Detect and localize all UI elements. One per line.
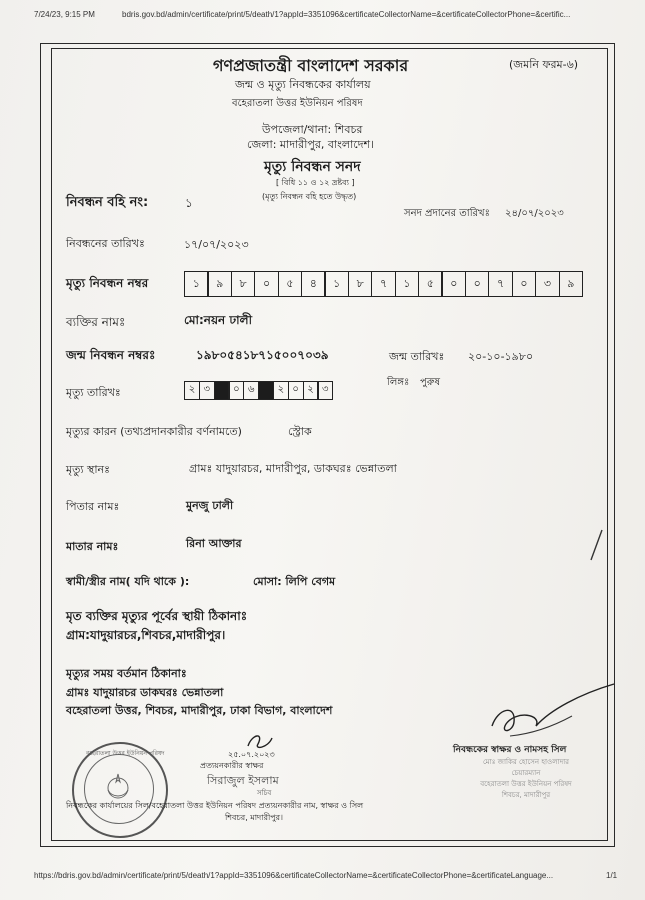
gender-label: লিঙ্গঃ — [387, 377, 410, 388]
death-date-digit: ৬ — [243, 381, 259, 400]
reg-no-digit: ৫ — [418, 271, 443, 297]
curr-address-label: মৃত্যুর সময় বর্তমান ঠিকানাঃ — [66, 667, 187, 680]
form-code: (জমনি ফরম-৬) — [509, 58, 579, 71]
name-label: ব্যক্তির নামঃ — [66, 315, 126, 329]
fold-crease-mark — [588, 528, 606, 562]
reg-no-label: মৃত্যু নিবন্ধন নম্বর — [66, 276, 149, 290]
district-line: জেলা: মাদারীপুর, বাংলাদেশ। — [247, 138, 374, 151]
death-date-digit: ২ — [184, 381, 200, 400]
upazila-line: উপজেলা/থানা: শিবচর — [262, 123, 363, 136]
reg-no-digit: ৭ — [371, 271, 396, 297]
gender-value: পুরুষ — [420, 377, 440, 388]
place-value: গ্রামঃ যাদুয়ারচর, মাদারীপুর, ডাকঘরঃ ভেন্নাতলা — [189, 462, 397, 475]
certifier-date: ২৫.০৭.২০২৩ — [228, 750, 275, 759]
cause-value: স্ট্রোক — [288, 425, 312, 438]
registrar-stamp-line: বহেরাতলা উত্তর ইউনিয়ন পরিষদ — [480, 780, 572, 788]
death-date-digit: ২ — [273, 381, 289, 400]
date-separator-block — [258, 381, 274, 400]
death-date-boxes — [184, 381, 333, 400]
death-date-digit: ০ — [288, 381, 304, 400]
registrar-stamp-line: চেয়ারম্যান — [511, 769, 541, 777]
print-header-url: bdris.gov.bd/admin/certificate/print/5/death/1?appId=3351096&certificateCollectorName=&certificateCollectorPhone=&certific... — [122, 10, 571, 19]
certificate-title: মৃত্যু নিবন্ধন সনদ — [264, 159, 361, 175]
govt-title: গণপ্রজাতন্ত্রী বাংলাদেশ সরকার — [213, 56, 409, 75]
source-note: (মৃত্যু নিবন্ধন বহি হতে উদ্ধৃত) — [262, 192, 357, 201]
print-timestamp: 7/24/23, 9:15 PM — [34, 10, 95, 19]
book-no-label: নিবন্ধন বহি নং: — [66, 195, 149, 210]
reg-no-digit: ০ — [254, 271, 279, 297]
dob-label: জন্ম তারিখঃ — [389, 350, 445, 363]
mother-value: রিনা আক্তার — [186, 537, 242, 550]
birth-reg-value: ১৯৮০৫৪১৮৭১৫০০৭০৩৯ — [196, 348, 329, 362]
reg-no-digit: ০ — [441, 271, 466, 297]
mother-label: মাতার নামঃ — [66, 540, 119, 553]
certifier-label: প্রত্যয়নকারীর স্বাক্ষর — [200, 761, 264, 770]
registrar-stamp-line: মোঃ জাকির হোসেন হাওলাদার — [482, 758, 570, 766]
perm-address-label: মৃত ব্যক্তির মৃত্যুর পূর্বের স্থায়ী ঠিকানাঃ — [66, 609, 248, 623]
reg-no-digit: ১ — [395, 271, 420, 297]
reg-no-digit: ৪ — [301, 271, 326, 297]
death-date-label: মৃত্যু তারিখঃ — [66, 386, 121, 399]
perm-address-value: গ্রাম:যাদুয়ারচর,শিবচর,মাদারীপুর। — [66, 628, 226, 642]
reg-no-digit: ৯ — [559, 271, 584, 297]
reg-no-digit: ৩ — [535, 271, 560, 297]
curr-address-line1: গ্রামঃ যাদুয়ারচর ডাকঘরঃ ভেন্নাতলা — [66, 686, 224, 699]
reg-no-digit: ০ — [512, 271, 537, 297]
reg-date-value: ১৭/০৭/২০২৩ — [184, 238, 249, 251]
death-date-digit: ৩ — [199, 381, 215, 400]
union-name: বহেরাতলা উত্তর ইউনিয়ন পরিষদ — [232, 98, 363, 109]
spouse-label: স্বামী/স্ত্রীর নাম( যদি থাকে ): — [66, 575, 190, 588]
dob-value: ২০-১০-১৯৮০ — [468, 350, 534, 363]
office-name: জন্ম ও মৃত্যু নিবন্ধকের কার্যালয় — [235, 78, 371, 91]
place-label: মৃত্যু স্থানঃ — [66, 463, 110, 476]
certifier-name-stamp: সিরাজুল ইসলাম — [207, 774, 279, 787]
reg-date-label: নিবন্ধনের তারিখঃ — [66, 237, 145, 250]
bottom-place: শিবচর, মাদারীপুর। — [225, 813, 283, 822]
date-separator-block — [214, 381, 230, 400]
reg-no-boxes — [184, 271, 583, 297]
reg-no-digit: ৫ — [278, 271, 303, 297]
spouse-value: মোসা: লিপি বেগম — [253, 575, 336, 588]
certifier-designation: সচিব — [257, 789, 272, 797]
registrar-stamp-line: শিবচর, মাদারীপুর — [501, 791, 551, 799]
reg-no-digit: ৭ — [488, 271, 513, 297]
cause-label: মৃত্যুর কারন (তথ্যপ্রদানকারীর বর্ণনামতে) — [66, 425, 242, 438]
death-date-digit: ৩ — [317, 381, 333, 400]
issue-date-label: সনদ প্রদানের তারিখঃ — [404, 208, 490, 219]
reg-no-digit: ১ — [184, 271, 209, 297]
reg-no-digit: ৯ — [207, 271, 232, 297]
reg-no-digit: ৮ — [348, 271, 373, 297]
seal-text: বহেরাতলা উত্তর ইউনিয়ন পরিষদ — [86, 750, 165, 757]
father-label: পিতার নামঃ — [66, 500, 120, 513]
curr-address-line2: বহেরাতলা উত্তর, শিবচর, মাদারীপুর, ঢাকা বিভাগ, বাংলাদেশ — [66, 704, 333, 717]
registrar-signature-label: নিবন্ধকের স্বাক্ষর ও নামসহ সিল — [453, 745, 567, 755]
registrar-signature-scribble — [480, 678, 620, 746]
rule-reference: [ বিধি ১১ ও ১২ দ্রষ্টব্য ] — [276, 178, 355, 187]
reg-no-digit: ১ — [324, 271, 349, 297]
print-page-number: 1/1 — [606, 871, 618, 880]
death-date-digit: ২ — [303, 381, 319, 400]
name-value: মো:নয়ন ঢালী — [184, 313, 253, 327]
print-footer-url: https://bdris.gov.bd/admin/certificate/print/5/death/1?appId=3351096&certificateCollectorName=&certificateCollectorPhone=&certificateLanguage... — [34, 871, 554, 880]
book-no-value: ১ — [185, 196, 193, 210]
reg-no-digit: ৮ — [231, 271, 256, 297]
issue-date-value: ২৪/০৭/২০২৩ — [505, 208, 564, 219]
bottom-seal-line: নিবন্ধকের কার্যালয়ের সিল/বহেরাতলা উত্তর ইউনিয়ন পরিষদ প্রত্যয়নকারীর নাম, স্বাক্ষর ও সিল — [66, 801, 364, 810]
father-value: মুনজু ঢালী — [186, 499, 234, 512]
death-date-digit: ০ — [228, 381, 244, 400]
birth-reg-label: জন্ম নিবন্ধন নম্বরঃ — [66, 348, 156, 362]
reg-no-digit: ০ — [465, 271, 490, 297]
